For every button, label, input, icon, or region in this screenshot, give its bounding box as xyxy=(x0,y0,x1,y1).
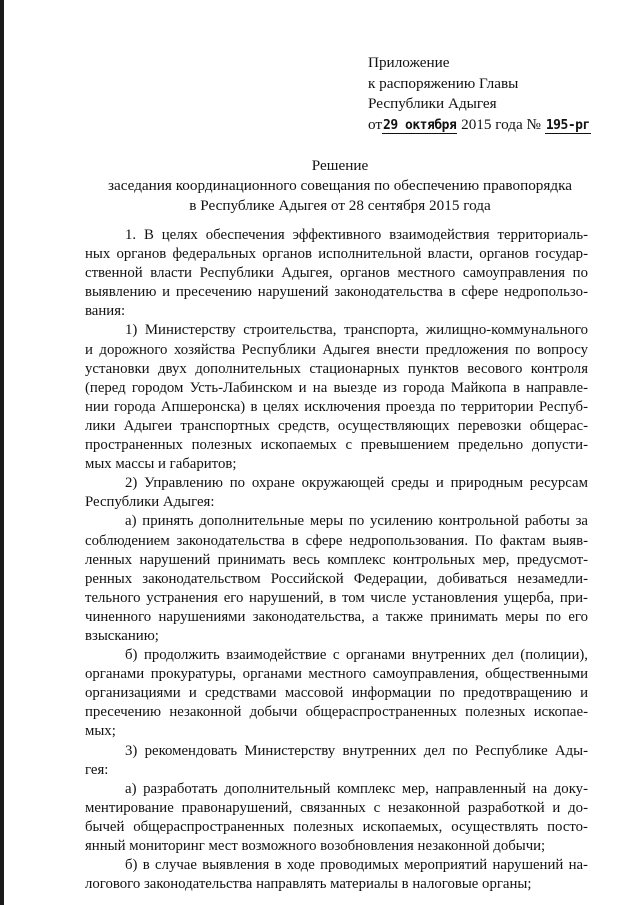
paragraph xyxy=(85,742,588,780)
document-body xyxy=(85,226,588,894)
paragraph-line: установки двух дополнительных стационарных пунктов весового контроля xyxy=(85,360,588,377)
paragraph-line: 1. В целях обеспечения эффективного взаимодействия территориаль- xyxy=(125,227,588,243)
paragraph-line: органами прокуратуры, органами местного самоуправления, общественными xyxy=(85,666,588,683)
paragraph-line: а) принять дополнительные меры по усилению контрольной работы за xyxy=(125,513,588,530)
paragraph-line: 2) Управлению по охране окружающей среды и природным ресурсам xyxy=(125,475,588,492)
paragraph-line: мых массы и габаритов; xyxy=(85,456,237,473)
annex-block xyxy=(368,53,618,136)
paragraph xyxy=(85,780,588,856)
paragraph-line: (перед городом Усть-Лабинском и на выезде из города Майкопа в направле- xyxy=(85,379,588,396)
paragraph-line: ственной власти Республики Адыгея, органов местного самоуправления по xyxy=(85,265,588,282)
annex-date-handwritten: 29 октября xyxy=(383,117,457,133)
paragraph-line: и дорожного хозяйства Республики Адыгея внести предложения по вопросу xyxy=(85,341,588,358)
paragraph-line: пресечению незаконной добычи общераспространенных полезных ископае- xyxy=(85,704,588,721)
decision-heading: Решение xyxy=(311,157,369,174)
annex-number-handwritten: 195-рг xyxy=(545,117,590,133)
paragraph-line: лики Адыгеи транспортных средств, осуществляющих перевозки общерас- xyxy=(85,417,588,434)
paragraph xyxy=(85,226,588,321)
paragraph-line: Республики Адыгея: xyxy=(85,494,215,511)
paragraph-line: логового законодательства направлять материалы в налоговые органы; xyxy=(85,876,532,893)
paragraph-line: а) разработать дополнительный комплекс мер, направленный на доку- xyxy=(125,780,588,797)
decision-title-block xyxy=(60,156,620,216)
paragraph-line: соблюдением законодательства в сфере недропользования. По фактам выяв- xyxy=(85,532,588,549)
annex-republic: Республики Адыгея xyxy=(368,95,497,112)
annex-date-suffix: 2015 года № xyxy=(461,115,542,133)
annex-order-ref: к распоряжению Главы xyxy=(368,74,519,92)
paragraph-line: б) в случае выявления в ходе проводимых мероприятий нарушений на- xyxy=(125,857,588,874)
scan-edge-border xyxy=(0,0,4,905)
paragraph-line: ментирование правонарушений, связанных с незаконной разработкой и до- xyxy=(85,799,588,816)
paragraph-line: мых; xyxy=(85,723,116,740)
paragraph-line: ленных нарушений принимать весь комплекс контрольных мер, предусмот- xyxy=(85,551,588,568)
paragraph-line: тельного устранения его нарушений, в том числе установления ущерба, при- xyxy=(85,589,588,606)
paragraph-line: ренных законодательством Российской Федерации, добиваться незамедли- xyxy=(85,570,588,587)
paragraph-line: ных органов федеральных органов исполнительной власти, органов государ- xyxy=(85,246,588,263)
paragraph xyxy=(85,856,588,894)
paragraph-line: вания: xyxy=(85,303,126,320)
paragraph-line: гея: xyxy=(85,761,109,778)
paragraph-line: взысканию; xyxy=(85,627,159,644)
paragraph-line: нии города Апшеронска) в целях исключения проезда по территории Респуб- xyxy=(85,398,588,415)
paragraph-line: пространенных полезных ископаемых с превышением предельно допусти- xyxy=(85,437,588,454)
paragraph xyxy=(85,646,588,741)
annex-date-prefix: от xyxy=(368,115,383,133)
paragraph-line: бычей общераспространенных полезных ископаемых, осуществлять посто- xyxy=(85,818,588,835)
paragraph-line: б) продолжить взаимодействие с органами внутренних дел (полиции), xyxy=(125,647,588,664)
paragraph-line: выявлению и пресечению нарушений законодательства в сфере недропользо- xyxy=(85,284,588,301)
paragraph-line: 1) Министерству строительства, транспорта, жилищно-коммунального xyxy=(125,322,588,339)
paragraph xyxy=(85,474,588,512)
decision-subtitle-2: в Республике Адыгея от 28 сентября 2015 года xyxy=(189,197,491,214)
paragraph-line: организациями и средствами массовой информации по предотвращению и xyxy=(85,685,588,702)
decision-subtitle-1: заседания координационного совещания по обеспечению правопорядка xyxy=(107,177,572,194)
paragraph-line: 3) рекомендовать Министерству внутренних дел по Республике Ады- xyxy=(125,742,588,759)
paragraph xyxy=(85,512,588,646)
annex-title: Приложение xyxy=(368,54,450,71)
paragraph xyxy=(85,321,588,474)
paragraph-line: чиненного нарушениями законодательства, а также принимать меры по его xyxy=(85,608,588,625)
paragraph-line: янный мониторинг мест возможного возобновления незаконной добычи; xyxy=(85,838,546,854)
annex-date-line xyxy=(368,115,618,137)
